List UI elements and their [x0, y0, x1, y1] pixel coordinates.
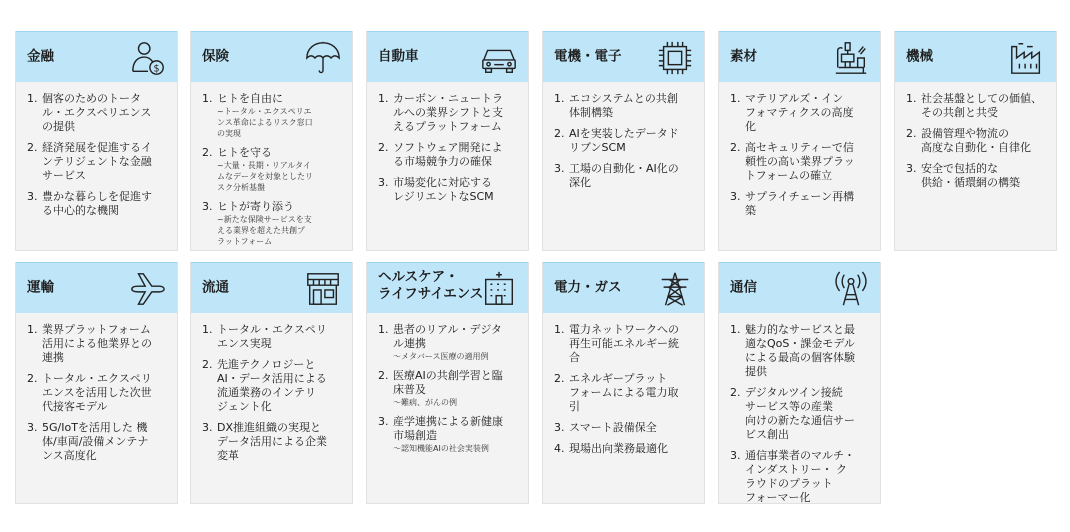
- list-item: 1. 魅力的なサービスと最 適なQoS・課金モデル による最高の個客体験 提供: [730, 323, 855, 378]
- card-header: [367, 262, 528, 313]
- card-header: [719, 262, 880, 313]
- card-title: 電機・電子: [554, 48, 622, 65]
- list-item: 2. デジタルツイン接続 サービス等の産業 向けの新たな通信サー ビス創出: [730, 386, 855, 441]
- list-item: 1. エコシステムとの共創 体制構築: [554, 92, 678, 119]
- card-title: 流通: [202, 279, 229, 296]
- list-item: 1. 社会基盤としての価値、 その共創と共受: [906, 92, 1042, 119]
- industry-card-retail: [190, 262, 353, 504]
- list-item: 3. 市場変化に対応する レジリエントなSCM: [378, 176, 494, 203]
- airplane-icon: [129, 270, 167, 308]
- card-header: [543, 31, 704, 82]
- industry-card-transport: [15, 262, 178, 504]
- list-item: 1. 個客のためのトータ ル・エクスペリエンス の提供: [27, 92, 152, 133]
- card-title: 自動車: [378, 48, 419, 65]
- industry-card-insurance: [190, 31, 353, 251]
- list-item: 1. 業界プラットフォーム 活用による他業界との 連携: [27, 323, 152, 364]
- list-item: 1. マテリアルズ・イン フォマティクスの高度 化: [730, 92, 854, 133]
- list-item: 3. スマート設備保全: [554, 421, 657, 434]
- list-item: 2. 医療AIの共創学習と臨 床普及 ～難病、がんの例: [378, 369, 503, 407]
- list-item: 1. トータル・エクスペリ エンス実現: [202, 323, 327, 350]
- umbrella-icon: [304, 39, 342, 77]
- list-item: 2. 設備管理や物流の 高度な自動化・自律化: [906, 127, 1031, 154]
- list-item: 3. 通信事業者のマルチ・ インダストリー・ ク ラウドのプラット フォーマー化: [730, 449, 855, 504]
- industry-card-automotive: [366, 31, 529, 251]
- card-header: [367, 31, 528, 82]
- industry-card-telecom: [718, 262, 881, 504]
- list-item: 3. 安全で包括的な 供給・循環網の構築: [906, 162, 1020, 189]
- industry-card-electronics: [542, 31, 705, 251]
- antenna-icon: [832, 270, 870, 308]
- card-title: 素材: [730, 48, 757, 65]
- list-item: 3. サプライチェーン再構 築: [730, 190, 855, 217]
- list-item: 1. 患者のリアル・デジタ ル連携 ～メタバース医療の適用例: [378, 323, 502, 361]
- list-item: 2. 高セキュリティーで信 頼性の高い業界プラッ トフォームの確立: [730, 141, 855, 182]
- svg-text:$: $: [153, 63, 160, 75]
- list-item: 2. エネルギープラット フォームによる電力取 引: [554, 372, 679, 413]
- power-tower-icon: [656, 270, 694, 308]
- list-item: 3. ヒトが寄り添う ~新たな保険サービスを支 える業界を超えた共創プ ラットフォーム: [202, 200, 312, 246]
- industry-card-energy: [542, 262, 705, 504]
- card-title: 保険: [202, 48, 229, 65]
- industry-card-healthcare: [366, 262, 529, 504]
- list-item: 3. 産学連携による新健康 市場創造 ～認知機能AIの社会実装例: [378, 415, 503, 453]
- list-item: 2. 先進テクノロジーと AI・データ活用による 流通業務のインテリ ジェント化: [202, 358, 327, 413]
- industry-card-finance: [15, 31, 178, 251]
- card-title: 金融: [27, 48, 54, 65]
- card-title: 通信: [730, 279, 757, 296]
- lab-flask-icon: [832, 39, 870, 77]
- list-item: 1. カーボン・ニュートラ ルへの業界シフトと支 えるプラットフォーム: [378, 92, 503, 133]
- card-header: [895, 31, 1056, 82]
- list-item: 2. 経済発展を促進するイ ンテリジェントな金融 サービス: [27, 141, 152, 182]
- list-item: 2. ヒトを守る ~大量・長期・リアルタイ ムなデータを対象としたリ スク分析基盤: [202, 146, 313, 192]
- industry-card-materials: [718, 31, 881, 251]
- list-item: 1. 電力ネットワークへの 再生可能エネルギー統 合: [554, 323, 679, 364]
- card-title: 機械: [906, 48, 933, 65]
- person-money-icon: [129, 39, 167, 77]
- card-header: [16, 31, 177, 82]
- list-item: 3. DX推進組織の実現と データ活用による企業 変革: [202, 421, 327, 462]
- list-item: 3. 5G/IoTを活用した 機 体/車両/設備メンテナ ンス高度化: [27, 421, 149, 462]
- list-item: 2. AIを実装したデータド リブンSCM: [554, 127, 679, 154]
- list-item: 3. 豊かな暮らしを促進す る中心的な機関: [27, 190, 152, 217]
- storefront-icon: [304, 270, 342, 308]
- card-header: [543, 262, 704, 313]
- card-title: 電力・ガス: [554, 279, 622, 296]
- car-icon: [480, 39, 518, 77]
- list-item: 4. 現場出向業務最適化: [554, 442, 668, 455]
- hospital-icon: [480, 270, 518, 308]
- card-header: [16, 262, 177, 313]
- list-item: 1. ヒトを自由に ~トータル・エクスペリエ ンス革命によるリスク窓口 の実現: [202, 92, 313, 138]
- card-header: [719, 31, 880, 82]
- list-item: 3. 工場の自動化・AI化の 深化: [554, 162, 679, 189]
- card-header: [191, 262, 352, 313]
- card-header: [191, 31, 352, 82]
- list-item: 2. トータル・エクスペリ エンスを活用した次世 代接客モデル: [27, 372, 152, 413]
- list-item: 2. ソフトウェア開発によ る市場競争力の確保: [378, 141, 503, 168]
- factory-icon: [1008, 39, 1046, 77]
- card-title: 運輸: [27, 279, 54, 296]
- industry-card-machinery: [894, 31, 1057, 251]
- card-title: ヘルスケア・ ライフサイエンス: [378, 269, 484, 302]
- chip-icon: [656, 39, 694, 77]
